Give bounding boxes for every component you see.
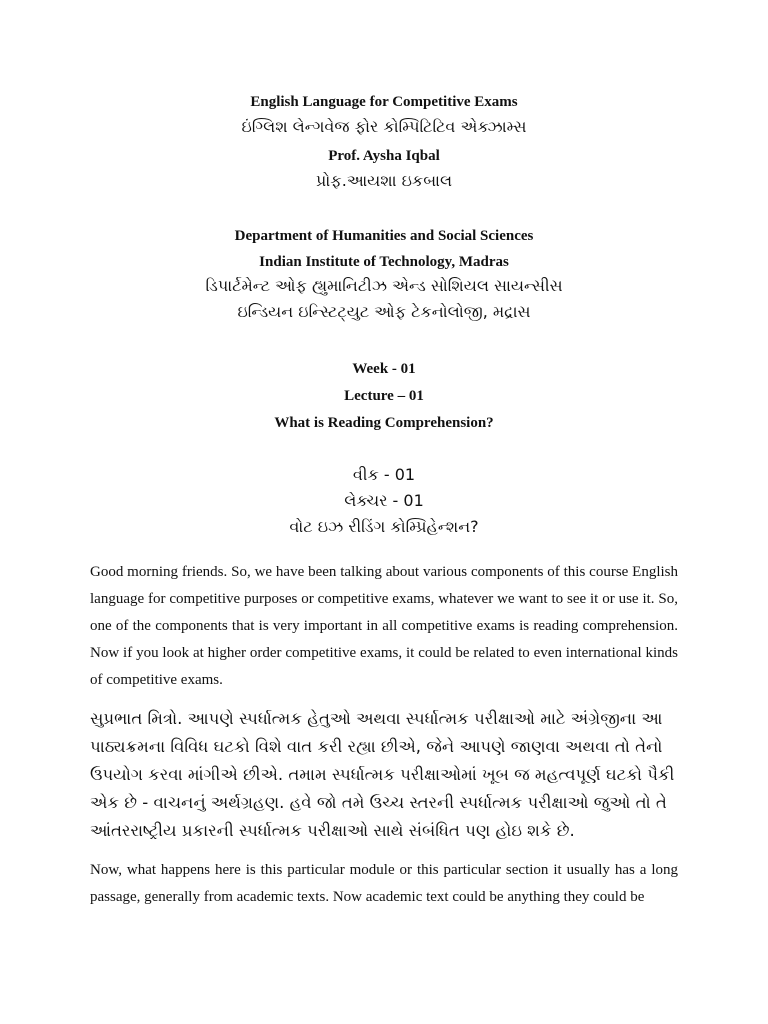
institute-gujarati: ઇન્ડિયન ઇન્સ્ટિટ્યુટ ઓફ ટેકનોલોજી, મદ્રાસ [237,302,531,321]
lecture-info-gujarati-block [0,462,768,540]
lecture-topic-gujarati: વોટ ઇઝ રીડિંગ કોમ્પ્રિહેન્શન? [289,517,479,536]
paragraph-2-english: Now, what happens here is this particular module or this particular section it usually has a long passage, generally from academic texts. Now academic text could be anything they could be [90,862,678,905]
department-gujarati: ડિપાર્ટમેન્ટ ઓફ હ્યુમાનિટીઝ એન્ડ સોશિયલ સાયન્સીસ [205,276,563,295]
paragraph-1-gujarati: સુપ્રભાત મિત્રો. આપણે સ્પર્ધાત્મક હેતુઓ અથવા સ્પર્ધાત્મક પરીક્ષાઓ માટે અંગ્રેજીના આ પાઠ્યક્રમના વિવિધ ઘટકો વિશે વાત કરી રહ્યા છીએ, જેને આપણે જાણવા અથવા તો તેનો ઉપયોગ કરવા માંગીએ છીએ. તમામ સ્પર્ધાત્મક પરીક્ષાઓમાં ખૂબ જ મહત્વપૂર્ણ ઘટકો પૈકી એક છે - વાચનનું અર્થગ્રહણ. હવે જો તમે ઉચ્ચ સ્તરની સ્પર્ધાત્મક પરીક્ષાઓ જુઓ તો તે આંતરરાષ્ટ્રીય પ્રકારની સ્પર્ધાત્મક પરીક્ષાઓ સાથે સંબંધિત પણ હોઇ શકે છે. [90,709,675,840]
title-block [0,91,768,194]
course-title-english: English Language for Competitive Exams [250,94,518,110]
professor-name-english: Prof. Aysha Iqbal [328,148,440,164]
professor-name-gujarati: પ્રોફ.આયશા ઇકબાલ [315,171,453,190]
course-title-gujarati: ઇંગ્લિશ લેન્ગવેજ ફોર કોમ્પિટિટિવ એક્ઝામ્સ [241,117,527,136]
lecture-number-english: Lecture – 01 [344,388,424,404]
lecture-info-block [0,358,768,434]
institute-english: Indian Institute of Technology, Madras [259,254,509,270]
lecture-number-gujarati: લેક્ચર - 01 [344,491,424,510]
week-gujarati: વીક - 01 [352,465,416,484]
paragraph-1-english: Good morning friends. So, we have been talking about various components of this course English language for competitive purposes or competitive exams, whatever we want to see it or use it. So, one of the components that is very important in all competitive exams is reading comprehension. Now if you look at higher order competitive exams, it could be related to even international kinds of competitive exams. [90,564,678,688]
institution-block [0,225,768,325]
department-english: Department of Humanities and Social Sciences [234,228,534,244]
week-english: Week - 01 [352,361,416,377]
lecture-topic-english: What is Reading Comprehension? [274,415,494,431]
